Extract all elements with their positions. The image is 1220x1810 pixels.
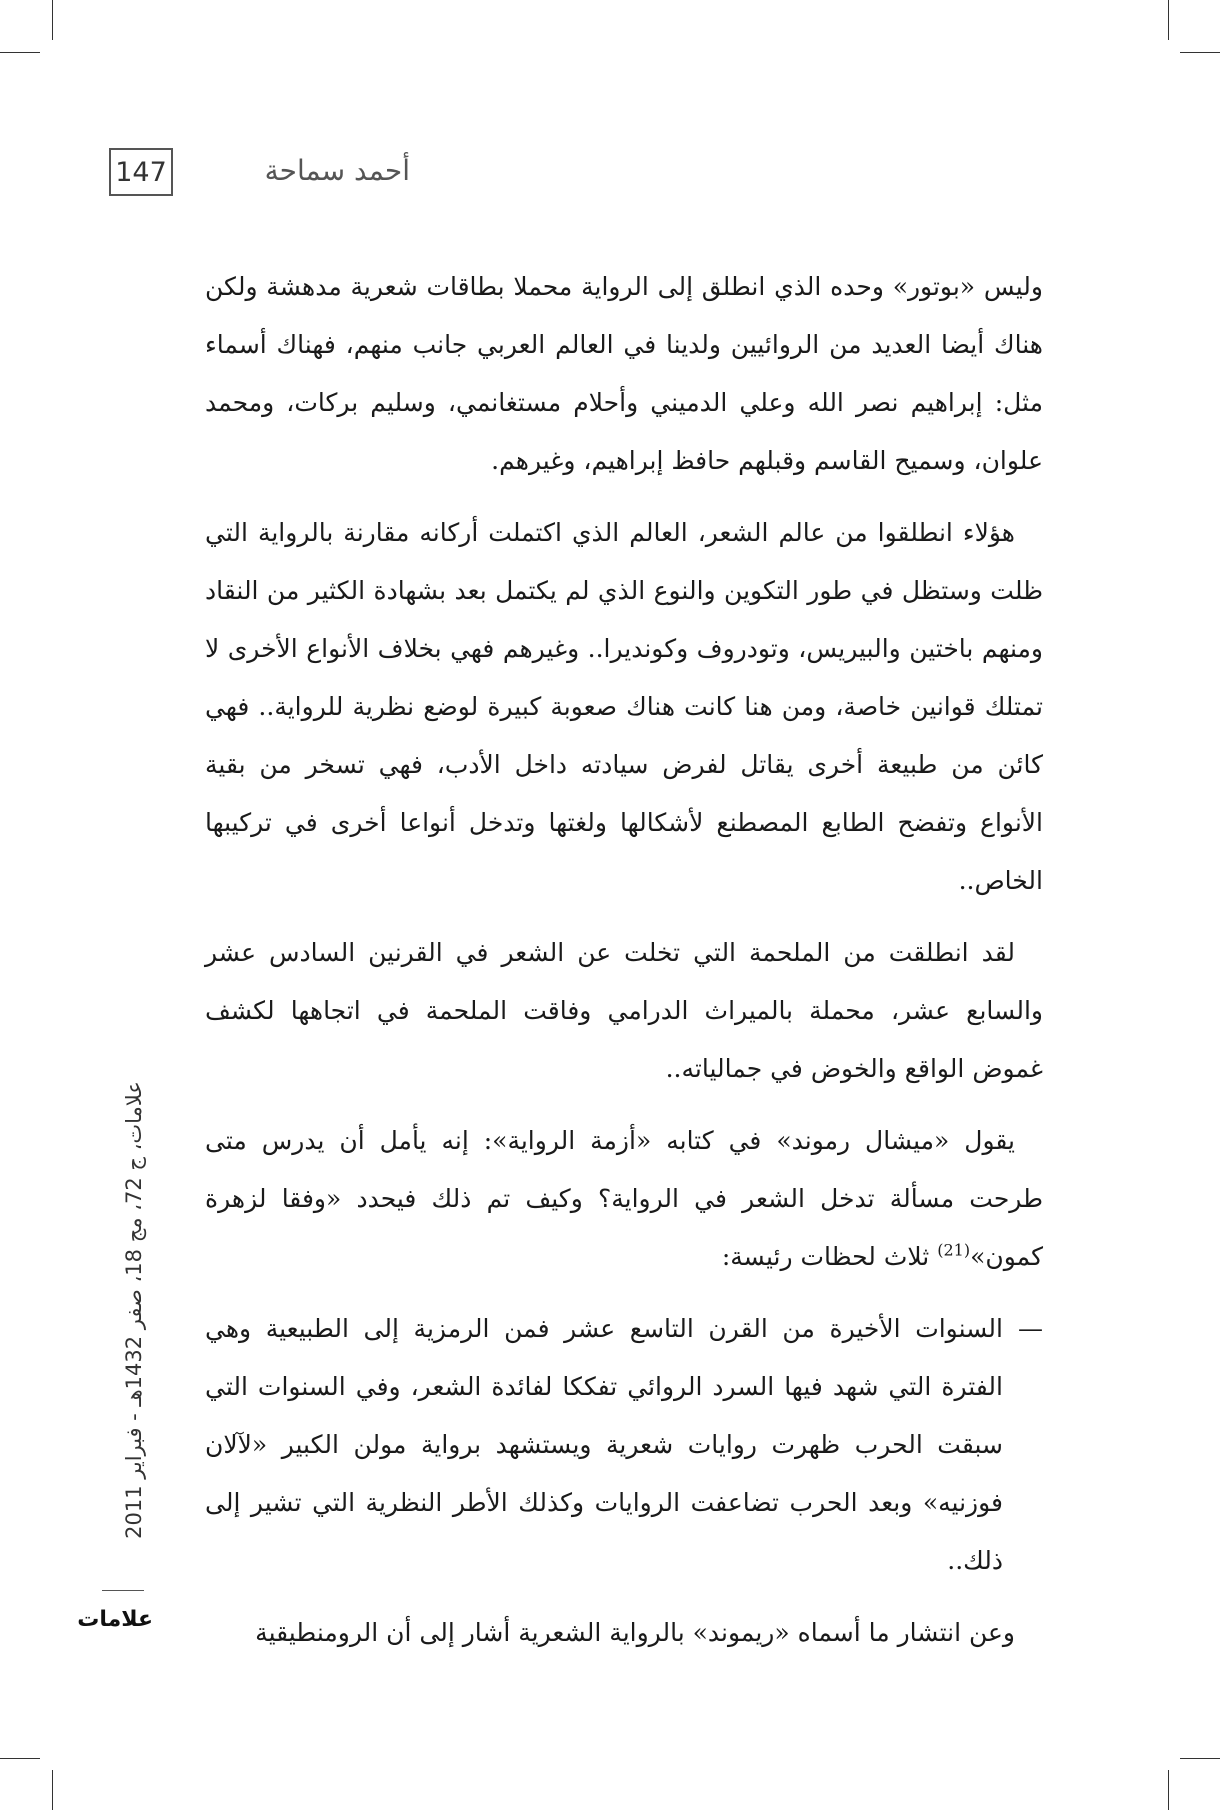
- list-item: [205, 1300, 1043, 1590]
- divider: [102, 1590, 144, 1591]
- page-number: 147: [109, 148, 173, 196]
- article-body: [205, 258, 1043, 1676]
- paragraph-4-text: يقول «ميشال رموند» في كتابه «أزمة الرواية»: إنه يأمل أن يدرس متى طرحت مسألة تدخل الشعر في الرواية؟ وكيف تم ذلك فيحدد «وفقا لزهرة كمون»: [205, 1126, 1043, 1271]
- dash-bullet: —: [1018, 1314, 1043, 1343]
- paragraph-4-continuation: ثلاث لحظات رئيسة:: [721, 1242, 938, 1271]
- paragraph-1: وليس «بوتور» وحده الذي انطلق إلى الرواية محملا بطاقات شعرية مدهشة ولكن هناك أيضا العديد من الروائيين ولدينا في العالم العربي جانب منهم، فهناك أسماء مثل: إبراهيم نصر الله وعلي الدميني وأحلام مستغانمي، وسليم بركات، ومحمد علوان، وسميح القاسم وقبلهم حافظ إبراهيم، وغيرهم.: [205, 272, 1043, 475]
- journal-issue-info: علامات، ج 72، مج 18، صفر 1432هـ - فبراير 2011: [122, 1081, 146, 1539]
- journal-logo: علامات: [77, 1607, 153, 1632]
- running-head-author: أحمد سماحة: [264, 154, 410, 187]
- crop-mark: [0, 1758, 40, 1759]
- paragraph-4: [205, 1112, 1043, 1286]
- crop-mark: [0, 52, 40, 53]
- crop-mark: [1180, 52, 1220, 53]
- crop-mark: [1168, 0, 1169, 40]
- footnote-reference: (21): [937, 1240, 971, 1260]
- crop-mark: [1180, 1758, 1220, 1759]
- list-item-text: السنوات الأخيرة من القرن التاسع عشر فمن الرمزية إلى الطبيعية وهي الفترة التي شهد فيها السرد الروائي تفككا لفائدة الشعر، وفي السنوات التي سبقت الحرب ظهرت روايات شعرية ويستشهد برواية مولن الكبير «لآلان فوزنيه» وبعد الحرب تضاعفت الروايات وكذلك الأطر النظرية التي تشير إلى ذلك..: [205, 1314, 1003, 1575]
- paragraph-5: وعن انتشار ما أسماه «ريموند» بالرواية الشعرية أشار إلى أن الرومنطيقية: [255, 1618, 1015, 1647]
- paragraph-2: هؤلاء انطلقوا من عالم الشعر، العالم الذي اكتملت أركانه مقارنة بالرواية التي ظلت وستظل في طور التكوين والنوع الذي لم يكتمل بعد بشهادة الكثير من النقاد ومنهم باختين والبيريس، وتودروف وكونديرا.. وغيرهم فهي بخلاف الأنواع الأخرى لا تمتلك قوانين خاصة، ومن هنا كانت هناك صعوبة كبيرة لوضع نظرية للرواية.. فهي كائن من طبيعة أخرى يقاتل لفرض سيادته داخل الأدب، فهي تسخر من بقية الأنواع وتفضح الطابع المصطنع لأشكالها ولغتها وتدخل أنواعا أخرى في تركيبها الخاص..: [205, 518, 1043, 895]
- paragraph-3: لقد انطلقت من الملحمة التي تخلت عن الشعر في القرنين السادس عشر والسابع عشر، محملة بالميراث الدرامي وفاقت الملحمة في اتجاهها لكشف غموض الواقع والخوض في جمالياته..: [205, 938, 1043, 1083]
- journal-info-sidebar: [119, 1045, 149, 1575]
- crop-mark: [1168, 1770, 1169, 1810]
- crop-mark: [52, 0, 53, 40]
- crop-mark: [52, 1770, 53, 1810]
